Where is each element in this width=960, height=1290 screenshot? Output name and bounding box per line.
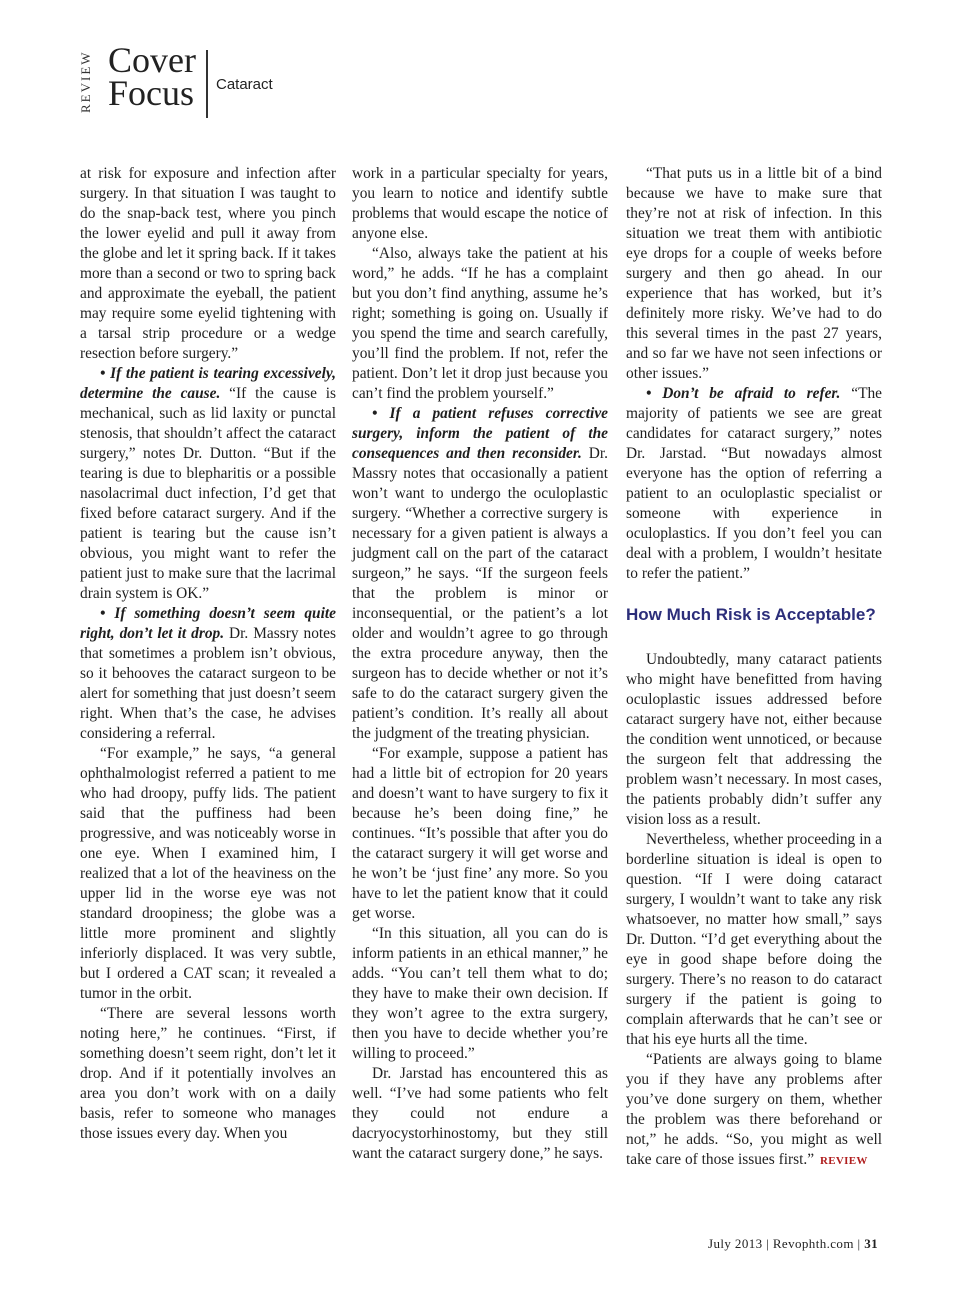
- header-divider: [206, 50, 208, 118]
- footer-separator: |: [766, 1236, 770, 1251]
- footer-separator: |: [857, 1236, 861, 1251]
- paragraph-text: “In this situation, all you can do is inform patients in an ethical manner,” he adds. “You can’t tell them what to do; they have to make their own decision. If they won’t agree to the extra surgery, then you have to decide whether you’re willing to proceed.”: [352, 925, 608, 1062]
- paragraph-text: Undoubtedly, many cataract patients who might have benefitted from having oculoplastic issues addressed before cataract surgery have not, either because the condition went unnoticed, or because the surgeon felt that addressing the problem wasn’t necessary. In most cases, the patients probably didn’t suffer any vision loss as a result.: [626, 651, 882, 828]
- paragraph: [352, 744, 608, 924]
- paragraph-text: “The majority of patients we see are great candidates for cataract surgery,” notes Dr. Jarstad. “But nowadays almost everyone has the option of referring a patient to an oculoplastic specialist or someone with experience in oculoplastics. If you don’t feel you can deal with a problem, I wouldn’t hesitate to refer the patient.”: [626, 385, 882, 582]
- paragraph: [626, 1050, 882, 1171]
- paragraph-text: “For example, suppose a patient has had a little bit of ectropion for 20 years and doesn’t want to have surgery to fix it because he’s been doing fine,” he continues. “It’s possible that after you do the cataract surgery it will get worse and he won’t be ‘just fine’ any more. So you have to let the patient know that it could get worse.: [352, 745, 608, 922]
- column-1: [80, 164, 336, 1144]
- paragraph-text: “If the cause is mechanical, such as lid laxity or punctal stenosis, that shouldn’t affect the cataract surgery,” notes Dr. Dutton. “But if the tearing is due to blepharitis or a possible nasolacrimal duct infection, I’d get that fixed before cataract surgery. And if the patient is tearing but the cause isn’t obvious, you might want to refer the patient just to make sure that the lacrimal drain system is OK.”: [80, 385, 336, 602]
- paragraph-text: Dr. Jarstad has encountered this as well. “I’ve had some patients who felt they could not endure a dacryocystorhinostomy, but they still want the cataract surgery done,” he says.: [352, 1065, 608, 1162]
- paragraph-text: work in a particular specialty for years, you learn to notice and identify subtle problems that would escape the notice of anyone else.: [352, 165, 608, 242]
- paragraph-text: “That puts us in a little bit of a bind because we have to make sure that they’re not at risk of infection. In this situation we treat them with antibiotic eye drops for a couple of weeks before surgery and then go ahead. In our experience that has worked, but it’s definitely more risky. We’ve had to do this several times in the past 27 years, and so far we have not seen infections or other issues.”: [626, 165, 882, 382]
- column-3: [626, 164, 882, 1171]
- paragraph: [80, 1004, 336, 1144]
- paragraph: [352, 404, 608, 744]
- footer: [708, 1236, 878, 1252]
- cover-focus-title: [108, 40, 196, 113]
- footer-date: July 2013: [708, 1236, 763, 1251]
- paragraph-lead: • Don’t be afraid to refer.: [646, 385, 841, 402]
- paragraph: [80, 604, 336, 744]
- title-line-2: Focus: [108, 73, 195, 113]
- paragraph: [352, 164, 608, 244]
- end-mark: REVIEW: [820, 1155, 868, 1167]
- section-label: Cataract: [216, 76, 273, 93]
- paragraph-text: at risk for exposure and infection after surgery. In that situation I was taught to do the snap-back test, where you pinch the lower eyelid and pull it away from the globe and let it spring back. If it takes more than a second or two to spring back and approximate the eyeball, the patient may require some eyelid tightening with a tarsal strip procedure or a wedge resection before surgery.”: [80, 165, 336, 362]
- paragraph: [80, 364, 336, 604]
- review-label: REVIEW: [78, 50, 93, 114]
- paragraph: [352, 924, 608, 1064]
- paragraph-text: “For example,” he says, “a general ophthalmologist referred a patient to me who had droopy, puffy lids. The patient said that the puffiness had been progressive, and was noticeably worse in one eye. When I examined him, I realized that a lot of the heaviness on the upper lid in the worse eye was not standard droopiness; the globe was a little more prominent and slightly inferiorly displaced. It was very subtle, but I ordered a CAT scan; it revealed a tumor in the orbit.: [80, 745, 336, 1002]
- paragraph: [80, 744, 336, 1004]
- paragraph: [80, 164, 336, 364]
- paragraph: [626, 164, 882, 384]
- paragraph-text: Dr. Massry notes that sometimes a problem isn’t obvious, so it behooves the cataract surgeon to be alert for something that just doesn’t seem right. When that’s the case, he advises considering a referral.: [80, 625, 336, 742]
- paragraph: [626, 384, 882, 584]
- footer-site: Revophth.com: [772, 1236, 854, 1251]
- paragraph-text: Dr. Massry notes that occasionally a patient won’t want to undergo the oculoplastic surgery. “Whether a corrective surgery is necessary for a given patient is always a judgment call on the part of the cataract surgeon,” he says. “If the surgeon feels that the problem is minor or inconsequential, or the patient’s a lot older and wouldn’t agree to go through the extra procedure anyway, then the surgeon has to decide whether or not it’s safe to do the cataract surgery given the patient’s condition. It’s really all about the judgment of the treating physician.: [352, 445, 609, 742]
- paragraph: [626, 650, 882, 830]
- column-2: [352, 164, 608, 1164]
- paragraph-lead: • If the patient is tearing excessively, determine the cause.: [80, 365, 336, 402]
- paragraph-text: Nevertheless, whether proceeding in a borderline situation is ideal is open to question. “If I were doing cataract surgery, I wouldn’t want to take any risk whatsoever, no matter how small,” says Dr. Dutton. “I’d get everything about the eye in good shape before doing the surgery. There’s no reason to do cataract surgery if the patient is going to complain afterwards that he can’t see or that his eye hurts all the time.: [626, 831, 882, 1048]
- paragraph: [352, 244, 608, 404]
- title-line-1: Cover: [108, 40, 196, 80]
- paragraph-lead: • If something doesn’t seem quite right, don’t let it drop.: [80, 605, 336, 642]
- paragraph-text: “Also, always take the patient at his word,” he adds. “If he has a complaint but you don’t find anything, assume he’s right; something is going on. Usually if you spend the time and search carefully, you’ll find the problem. If not, refer the patient. Don’t let it drop just because you can’t find the problem yourself.”: [352, 245, 608, 402]
- paragraph-text: “There are several lessons worth noting here,” he continues. “First, if something doesn’t seem right, don’t let it drop. And if it potentially involves an area you don’t work with on a daily basis, refer to someone who manages those issues every day. When you: [80, 1005, 336, 1142]
- paragraph: [352, 1064, 608, 1164]
- paragraph-lead: • If a patient refuses corrective surgery, inform the patient of the consequences and then reconsider.: [352, 405, 608, 462]
- paragraph: [626, 830, 882, 1050]
- subheading: How Much Risk is Acceptable?: [626, 605, 876, 624]
- page-number: 31: [864, 1236, 878, 1251]
- paragraph-text: “Patients are always going to blame you if they have any problems after you’ve done surgery on them, whether the problem was there beforehand or not,” he adds. “So, you might as well take care of those issues first.”: [626, 1051, 882, 1168]
